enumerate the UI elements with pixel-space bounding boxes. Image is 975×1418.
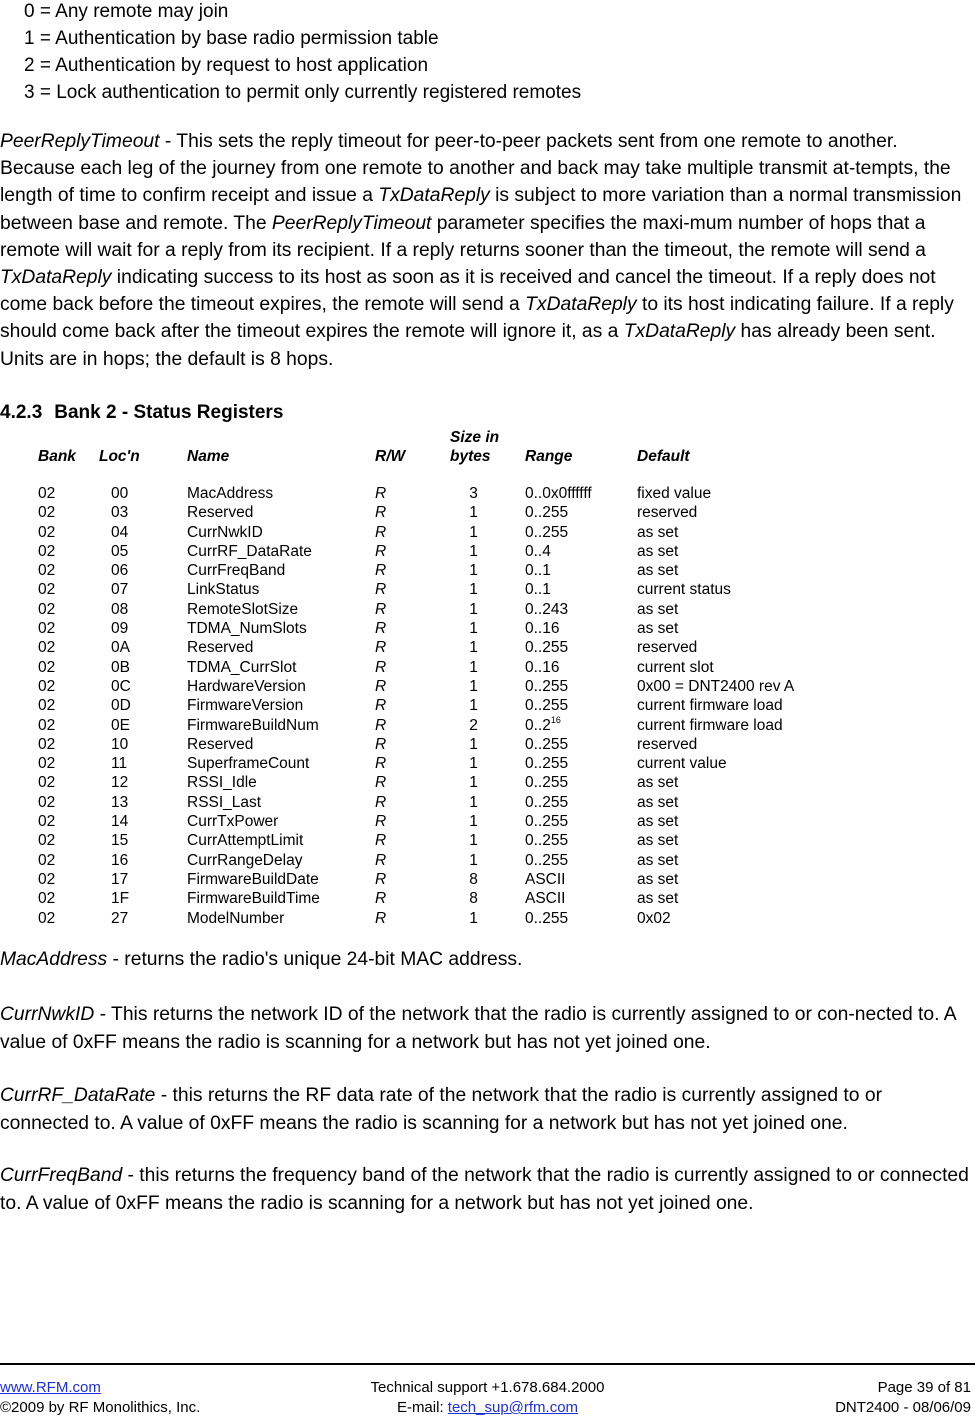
cell-name: TDMA_CurrSlot xyxy=(187,658,297,676)
cell-rw: R xyxy=(375,620,387,638)
cell-bank: 02 xyxy=(38,774,56,792)
cell-location: 0C xyxy=(111,677,131,695)
table-row xyxy=(30,580,827,599)
cell-bank: 02 xyxy=(38,677,56,695)
cell-range: 0..1 xyxy=(525,581,551,599)
cell-size: 2 xyxy=(469,716,478,734)
cell-default: as set xyxy=(637,523,679,541)
table-row xyxy=(30,716,827,735)
cell-rw: R xyxy=(375,600,387,618)
cell-bank: 02 xyxy=(38,870,56,888)
table-row xyxy=(30,561,827,580)
cell-bank: 02 xyxy=(38,620,56,638)
cell-default: as set xyxy=(637,774,679,792)
cell-default: as set xyxy=(637,832,679,850)
cell-rw: R xyxy=(375,909,387,927)
table-row xyxy=(30,773,827,792)
cell-range: 0..0x0ffffff xyxy=(525,485,592,502)
description-macaddress: MacAddress - returns the radio's unique 24-bit MAC address. xyxy=(0,949,523,970)
cell-bank: 02 xyxy=(38,755,56,773)
description-currrf-datarate: CurrRF_DataRate - this returns the RF data rate of the network that the radio is currently assigned to or connected to. A value of 0xFF means the radio is scanning for a network but has not yet joined one. xyxy=(0,1085,882,1134)
cell-size: 8 xyxy=(469,870,478,888)
auth-option: 2 = Authentication by request to host application xyxy=(24,55,429,76)
cell-default: as set xyxy=(637,620,679,638)
cell-default: 0x02 xyxy=(637,909,671,927)
table-row xyxy=(30,542,827,561)
cell-default: as set xyxy=(637,542,679,560)
cell-range: 0..255 xyxy=(525,813,569,831)
cell-bank: 02 xyxy=(38,890,56,908)
table-row xyxy=(30,503,827,522)
support-phone: Technical support +1.678.684.2000 xyxy=(370,1379,605,1396)
cell-location: 0D xyxy=(111,697,131,715)
cell-name: TDMA_NumSlots xyxy=(187,620,307,638)
cell-rw: R xyxy=(375,793,387,811)
cell-range: 0..255 xyxy=(525,735,569,753)
table-row xyxy=(30,696,827,715)
cell-size: 1 xyxy=(469,639,478,657)
footer-divider xyxy=(0,1363,975,1365)
cell-range: 0..4 xyxy=(525,542,551,560)
cell-rw: R xyxy=(375,832,387,850)
cell-rw: R xyxy=(375,504,387,522)
cell-location: 07 xyxy=(111,581,129,599)
auth-option: 3 = Lock authentication to permit only currently registered remotes xyxy=(24,82,582,103)
section-heading xyxy=(0,402,283,424)
cell-range: 0..255 xyxy=(525,774,569,792)
cell-name: CurrNwkID xyxy=(187,523,263,541)
cell-name: RSSI_Idle xyxy=(187,774,257,792)
peer-reply-timeout-paragraph: PeerReplyTimeout - This sets the reply timeout for peer-to-peer packets sent from one remote to another. Because each leg of the journey from one remote to another and back may take multiple transmit at-tempts, the length of time to confirm receipt and issue a TxDataReply is subject to more variation than a normal transmission between base and remote. The PeerReplyTimeout parameter specifies the maxi-mum number of hops that a remote will wait for a reply from its recipient. If a reply returns sooner than the timeout, the remote will send a TxDataReply indicating success to its host as soon as it is received and cancel the timeout. If a reply does not come back before the timeout expires, the remote will send a TxDataReply to its host indicating failure. If a reply should come back after the timeout expires the remote will ignore it, as a TxDataReply has already been sent. Units are in hops; the default is 8 hops. xyxy=(0,131,962,370)
cell-size: 1 xyxy=(469,562,478,580)
table-row xyxy=(30,600,827,619)
cell-bank: 02 xyxy=(38,735,56,753)
cell-size: 1 xyxy=(469,909,478,927)
website-link[interactable]: www.RFM.com xyxy=(0,1379,101,1396)
cell-rw: R xyxy=(375,542,387,560)
cell-default: current firmware load xyxy=(637,716,783,734)
cell-bank: 02 xyxy=(38,832,56,850)
table-row xyxy=(30,909,827,928)
cell-bank: 02 xyxy=(38,697,56,715)
auth-option: 1 = Authentication by base radio permission table xyxy=(24,28,439,49)
cell-location: 11 xyxy=(111,755,128,773)
cell-range: 0..255 xyxy=(525,677,569,695)
cell-location: 1F xyxy=(111,890,130,908)
cell-default: as set xyxy=(637,562,679,580)
email-link[interactable]: tech_sup@rfm.com xyxy=(447,1399,579,1416)
cell-default: reserved xyxy=(637,639,698,657)
table-row xyxy=(30,523,827,542)
cell-size: 1 xyxy=(469,697,478,715)
cell-name: CurrRF_DataRate xyxy=(187,542,312,560)
cell-location: 08 xyxy=(111,600,129,618)
cell-size: 8 xyxy=(469,890,478,908)
cell-name: FirmwareBuildDate xyxy=(187,870,319,888)
col-header-bank: Bank xyxy=(38,448,76,465)
cell-size: 1 xyxy=(469,813,478,831)
cell-range: 0..255 xyxy=(525,755,569,773)
email-label: E-mail: xyxy=(396,1399,448,1416)
cell-size: 1 xyxy=(469,774,478,792)
cell-rw: R xyxy=(375,677,387,695)
cell-default: 0x00 = DNT2400 rev A xyxy=(637,677,795,695)
cell-name: SuperframeCount xyxy=(187,755,310,773)
cell-default: as set xyxy=(637,813,679,831)
cell-default: fixed value xyxy=(637,485,712,502)
cell-name: Reserved xyxy=(187,639,254,657)
cell-default: as set xyxy=(637,793,679,811)
cell-size: 1 xyxy=(469,523,478,541)
cell-location: 16 xyxy=(111,851,129,869)
cell-name: CurrFreqBand xyxy=(187,562,286,580)
cell-size: 1 xyxy=(469,735,478,753)
cell-range: 0..255 xyxy=(525,832,569,850)
cell-rw: R xyxy=(375,581,387,599)
table-body xyxy=(30,466,827,928)
status-register-table xyxy=(30,426,827,928)
cell-size: 1 xyxy=(469,851,478,869)
cell-name: FirmwareBuildNum xyxy=(187,716,319,734)
cell-default: current slot xyxy=(637,658,714,676)
cell-location: 17 xyxy=(111,870,129,888)
cell-location: 0A xyxy=(111,639,130,657)
document-id: DNT2400 - 08/06/09 xyxy=(835,1399,971,1416)
cell-location: 12 xyxy=(111,774,129,792)
cell-bank: 02 xyxy=(38,851,56,869)
cell-bank: 02 xyxy=(38,909,56,927)
cell-location: 0B xyxy=(111,658,130,676)
cell-bank: 02 xyxy=(38,793,56,811)
section-number: 4.2.3 xyxy=(0,402,43,423)
footer-center xyxy=(0,1378,975,1418)
cell-range: 0..255 xyxy=(525,523,569,541)
cell-size: 1 xyxy=(469,755,478,773)
table-row xyxy=(30,735,827,754)
cell-name: Reserved xyxy=(187,735,254,753)
cell-default: as set xyxy=(637,851,679,869)
cell-size: 3 xyxy=(469,485,478,502)
cell-default: as set xyxy=(637,600,679,618)
cell-rw: R xyxy=(375,890,387,908)
cell-bank: 02 xyxy=(38,639,56,657)
cell-name: HardwareVersion xyxy=(187,677,306,695)
cell-size: 1 xyxy=(469,658,478,676)
table-row xyxy=(30,889,827,908)
col-header-default: Default xyxy=(637,448,690,465)
cell-location: 09 xyxy=(111,620,129,638)
cell-bank: 02 xyxy=(38,581,56,599)
cell-range: 0..2$^{16}$ xyxy=(525,714,561,734)
cell-range: 0..255 xyxy=(525,504,569,522)
copyright-text: ©2009 by RF Monolithics, Inc. xyxy=(0,1399,201,1416)
cell-default: as set xyxy=(637,890,679,908)
table-row xyxy=(30,677,827,696)
table-row xyxy=(30,812,827,831)
cell-name: CurrRangeDelay xyxy=(187,851,303,869)
cell-range: 0..16 xyxy=(525,620,560,638)
cell-rw: R xyxy=(375,851,387,869)
cell-location: 06 xyxy=(111,562,129,580)
section-title: Bank 2 - Status Registers xyxy=(54,402,284,423)
cell-name: CurrAttemptLimit xyxy=(187,832,304,850)
cell-rw: R xyxy=(375,870,387,888)
cell-default: reserved xyxy=(637,504,698,522)
cell-default: current value xyxy=(637,755,727,773)
cell-name: CurrTxPower xyxy=(187,813,279,831)
table-row xyxy=(30,484,827,503)
cell-default: current status xyxy=(637,581,731,599)
cell-size: 1 xyxy=(469,600,478,618)
cell-rw: R xyxy=(375,813,387,831)
auth-option-list xyxy=(24,0,581,106)
col-header-name: Name xyxy=(187,448,230,465)
footer-right xyxy=(835,1378,971,1418)
col-header-range: Range xyxy=(525,448,573,465)
cell-name: ModelNumber xyxy=(187,909,285,927)
cell-rw: R xyxy=(375,716,387,734)
table-row xyxy=(30,870,827,889)
cell-default: reserved xyxy=(637,735,698,753)
cell-name: MacAddress xyxy=(187,485,274,502)
table-row xyxy=(30,658,827,677)
cell-size: 1 xyxy=(469,793,478,811)
cell-rw: R xyxy=(375,697,387,715)
cell-range: 0..255 xyxy=(525,851,569,869)
cell-bank: 02 xyxy=(38,600,56,618)
cell-range: 0..243 xyxy=(525,600,569,618)
cell-location: 03 xyxy=(111,504,129,522)
auth-option: 0 = Any remote may join xyxy=(24,1,229,22)
cell-bank: 02 xyxy=(38,562,56,580)
cell-location: 05 xyxy=(111,542,129,560)
cell-location: 00 xyxy=(111,485,129,502)
table-row xyxy=(30,638,827,657)
cell-location: 13 xyxy=(111,793,129,811)
cell-rw: R xyxy=(375,562,387,580)
cell-bank: 02 xyxy=(38,523,56,541)
cell-range: 0..255 xyxy=(525,793,569,811)
cell-range: 0..255 xyxy=(525,639,569,657)
cell-name: Reserved xyxy=(187,504,254,522)
table-spacer xyxy=(30,466,827,484)
description-currfreqband: CurrFreqBand - this returns the frequency band of the network that the radio is currently assigned to or connected to. A value of 0xFF means the radio is scanning for a network but has not yet joined one. xyxy=(0,1165,969,1214)
cell-default: as set xyxy=(637,870,679,888)
cell-bank: 02 xyxy=(38,658,56,676)
cell-name: LinkStatus xyxy=(187,581,260,599)
cell-name: FirmwareVersion xyxy=(187,697,304,715)
cell-bank: 02 xyxy=(38,542,56,560)
table-row xyxy=(30,619,827,638)
cell-range: 0..255 xyxy=(525,909,569,927)
cell-rw: R xyxy=(375,485,387,502)
cell-location: 0E xyxy=(111,716,130,734)
table-row xyxy=(30,851,827,870)
cell-name: RemoteSlotSize xyxy=(187,600,299,618)
table-header-row xyxy=(30,426,827,466)
cell-size: 1 xyxy=(469,504,478,522)
col-header-location: Loc'n xyxy=(99,448,140,465)
cell-location: 14 xyxy=(111,813,129,831)
cell-location: 27 xyxy=(111,909,129,927)
cell-bank: 02 xyxy=(38,813,56,831)
description-currnwkid: CurrNwkID - This returns the network ID of the network that the radio is currently assigned to or con-nected to. A value of 0xFF means the radio is scanning for a network but has not yet joined one. xyxy=(0,1004,956,1053)
cell-size: 1 xyxy=(469,832,478,850)
range-exponent: 16 xyxy=(550,714,561,725)
cell-range: 0..16 xyxy=(525,658,560,676)
cell-size: 1 xyxy=(469,677,478,695)
cell-location: 04 xyxy=(111,523,129,541)
cell-rw: R xyxy=(375,523,387,541)
table-row xyxy=(30,754,827,773)
cell-bank: 02 xyxy=(38,716,56,734)
cell-range: 0..255 xyxy=(525,697,569,715)
cell-rw: R xyxy=(375,658,387,676)
page-number: Page 39 of 81 xyxy=(877,1379,971,1396)
table-row xyxy=(30,831,827,850)
cell-range: ASCII xyxy=(525,870,566,888)
cell-rw: R xyxy=(375,755,387,773)
cell-range: 0..1 xyxy=(525,562,551,580)
cell-rw: R xyxy=(375,774,387,792)
col-header-rw: R/W xyxy=(375,448,406,465)
cell-size: 1 xyxy=(469,620,478,638)
cell-location: 10 xyxy=(111,735,129,753)
table-row xyxy=(30,793,827,812)
cell-range: ASCII xyxy=(525,890,566,908)
cell-rw: R xyxy=(375,735,387,753)
cell-size: 1 xyxy=(469,542,478,560)
cell-size: 1 xyxy=(469,581,478,599)
cell-name: FirmwareBuildTime xyxy=(187,890,320,908)
cell-rw: R xyxy=(375,639,387,657)
cell-default: current firmware load xyxy=(637,697,783,715)
cell-name: RSSI_Last xyxy=(187,793,262,811)
cell-bank: 02 xyxy=(38,485,56,502)
col-header-size: Size in bytes xyxy=(450,429,500,465)
cell-location: 15 xyxy=(111,832,129,850)
cell-bank: 02 xyxy=(38,504,56,522)
